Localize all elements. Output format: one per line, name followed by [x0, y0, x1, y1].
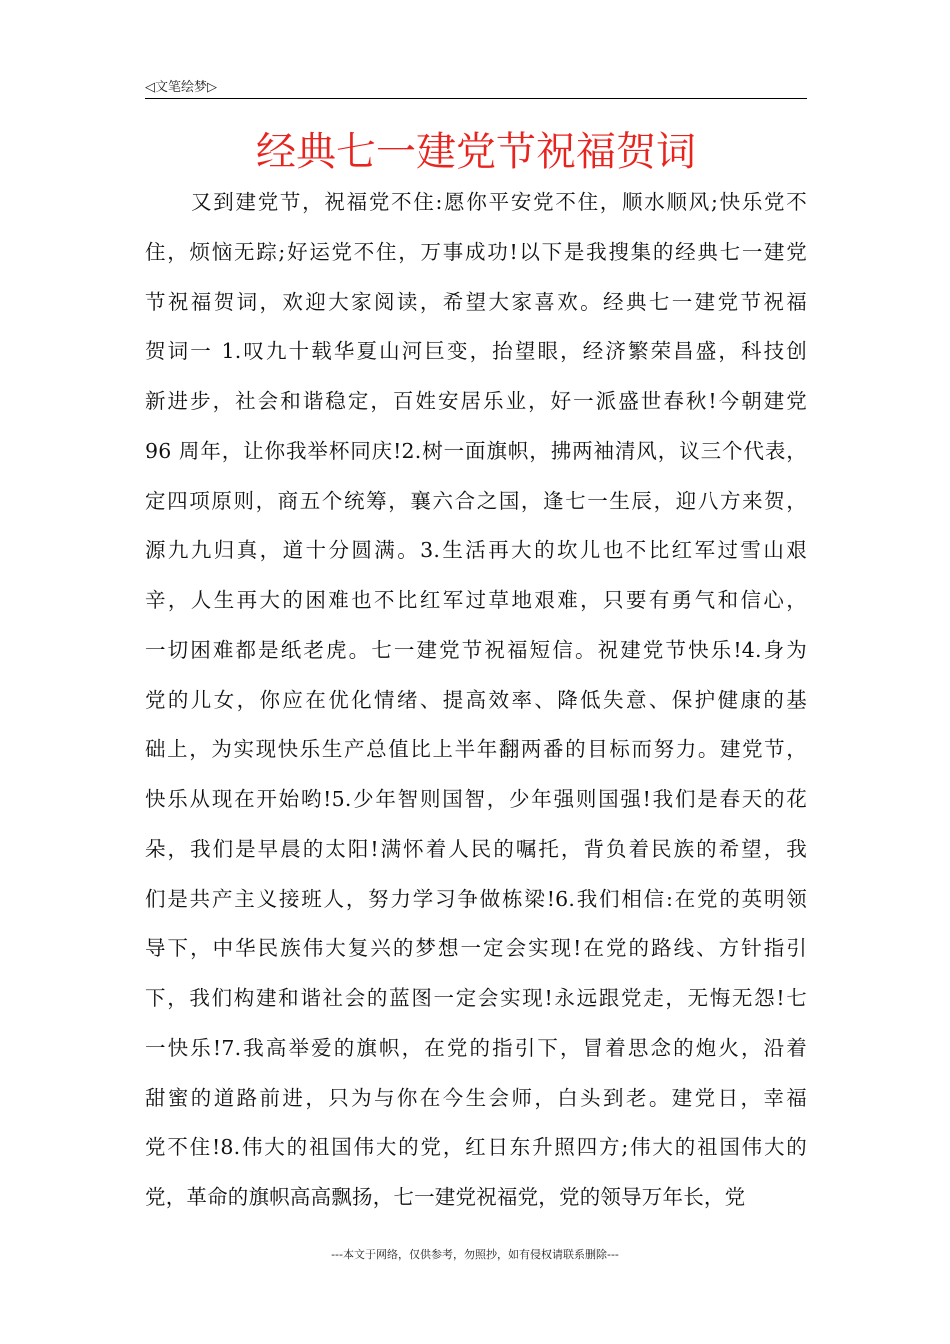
- text-line: 一快乐!7.我高举爱的旗帜，在党的指引下，冒着思念的炮火，沿着: [145, 1035, 807, 1060]
- text-line: 辛，人生再大的困难也不比红军过草地艰难，只要有勇气和信心，: [145, 588, 807, 612]
- text-line: 快乐从现在开始哟!5.少年智则国智，少年强则国强!我们是春天的花: [145, 787, 807, 811]
- text-line: 党，革命的旗帜高高飘扬，七一建党祝福党，党的领导万年长，党: [145, 1185, 746, 1209]
- text-line: 础上，为实现快乐生产总值比上半年翻两番的目标而努力。建党节，: [145, 737, 807, 762]
- text-line: 又到建党节，祝福党不住:愿你平安党不住，顺水顺风;快乐党不: [191, 190, 807, 214]
- page-footer: ---本文于网络，仅供参考，勿照抄，如有侵权请联系删除---: [331, 1248, 619, 1261]
- text-line: 新进步，社会和谐稳定，百姓安居乐业，好一派盛世春秋!今朝建党: [145, 389, 807, 413]
- text-line: 甜蜜的道路前进，只为与你在今生会师，白头到老。建党日，幸福: [145, 1085, 807, 1110]
- text-line: 贺词一 1.叹九十载华夏山河巨变，抬望眼，经济繁荣昌盛，科技创: [145, 339, 807, 364]
- text-line: 导下，中华民族伟大复兴的梦想一定会实现!在党的路线、方针指引: [145, 936, 807, 961]
- page-header: [145, 74, 807, 99]
- body-text: [145, 178, 807, 1223]
- document-title: 经典七一建党节祝福贺词: [256, 129, 696, 175]
- text-line: 定四项原则，商五个统筹，襄六合之国，逢七一生辰，迎八方来贺，: [145, 488, 807, 513]
- text-line: 朵，我们是早晨的太阳!满怀着人民的嘱托，背负着民族的希望，我: [145, 836, 807, 861]
- text-line: 们是共产主义接班人，努力学习争做栋梁!6.我们相信:在党的英明领: [145, 886, 807, 911]
- text-line: 一切困难都是纸老虎。七一建党节祝福短信。祝建党节快乐!4.身为: [145, 637, 807, 662]
- header-label: ◁文笔绘梦▷: [145, 80, 217, 95]
- text-line: 源九九归真，道十分圆满。3.生活再大的坎儿也不比红军过雪山艰: [145, 538, 807, 563]
- text-line: 住，烦恼无踪;好运党不住，万事成功!以下是我搜集的经典七一建党: [145, 239, 807, 264]
- text-line: 节祝福贺词，欢迎大家阅读，希望大家喜欢。经典七一建党节祝福: [145, 289, 807, 314]
- text-line: 党不住!8.伟大的祖国伟大的党，红日东升照四方;伟大的祖国伟大的: [145, 1135, 807, 1160]
- text-line: 党的儿女，你应在优化情绪、提高效率、降低失意、保护健康的基: [145, 687, 807, 712]
- text-line: 下，我们构建和谐社会的蓝图一定会实现!永远跟党走，无悔无怨!七: [145, 986, 807, 1010]
- text-line: 96 周年，让你我举杯同庆!2.树一面旗帜，拂两袖清风，议三个代表，: [145, 438, 807, 463]
